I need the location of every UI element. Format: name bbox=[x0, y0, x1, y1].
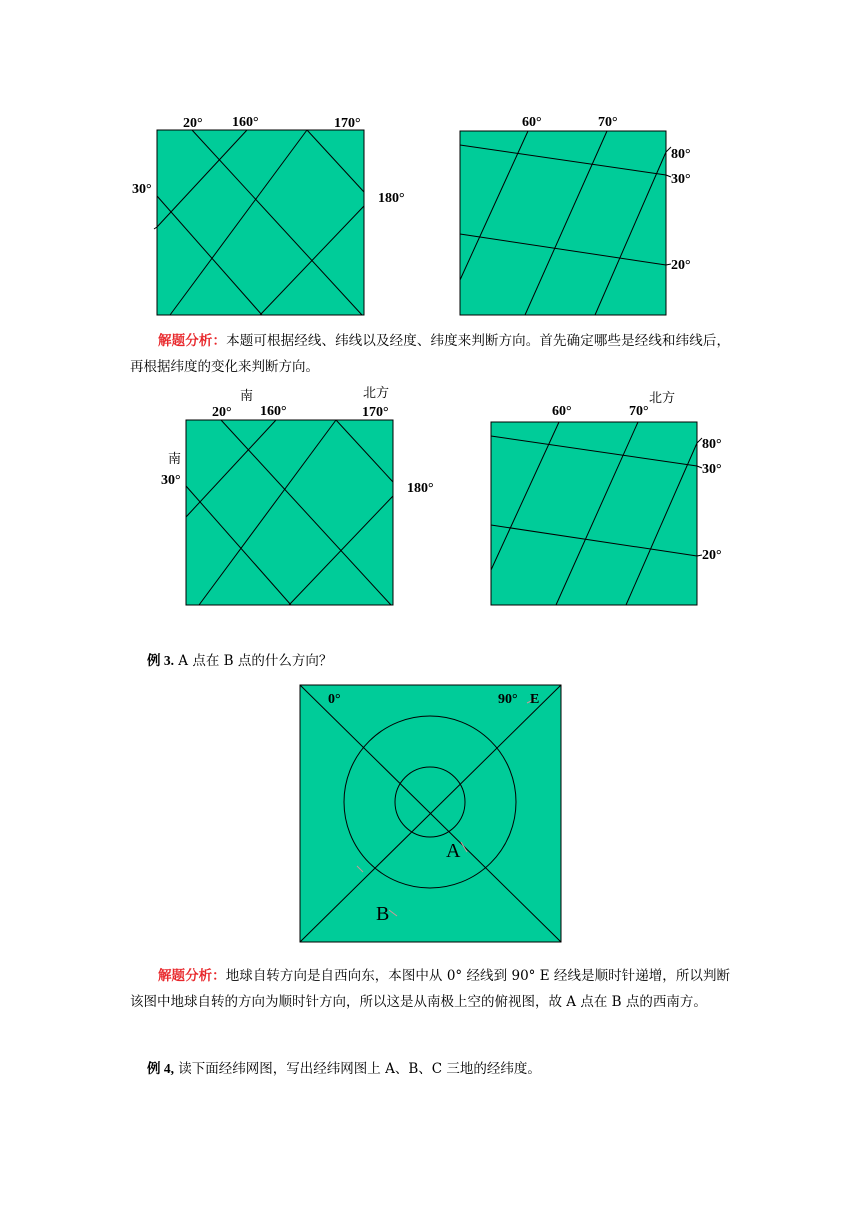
fig1-label-20: 20° bbox=[183, 116, 203, 131]
polar-label-east: E bbox=[530, 692, 540, 707]
example-3 bbox=[147, 651, 332, 671]
fig1-label-30: 30° bbox=[132, 182, 152, 197]
fig3-label-170: 170° bbox=[362, 405, 389, 420]
polar-label-90: 90° bbox=[498, 692, 518, 707]
fig4-label-north: 北方 bbox=[649, 391, 676, 406]
fig3-label-160: 160° bbox=[260, 404, 287, 419]
analysis-text-1: 本题可根据经线、纬线以及经度、纬度来判断方向。首先确定哪些是经线和纬线后，再根据纬度的变化来判断方向。 bbox=[130, 333, 731, 375]
grid-map-1 bbox=[130, 110, 430, 320]
fig2-label-60: 60° bbox=[522, 115, 542, 130]
example-4-question: 读下面经纬网图，写出经纬网图上 A、B、C 三地的经纬度。 bbox=[178, 1061, 541, 1077]
fig3-label-30: 30° bbox=[161, 473, 181, 488]
grid-map-4 bbox=[486, 385, 746, 610]
fig4-label-30: 30° bbox=[702, 462, 722, 477]
analysis-label-2: 解题分析： bbox=[158, 968, 226, 984]
fig3-label-south-top: 南 bbox=[240, 389, 254, 404]
grid-figure-4 bbox=[486, 385, 746, 610]
example-4-label: 例 4, bbox=[147, 1061, 174, 1076]
fig4-label-20: 20° bbox=[702, 548, 722, 563]
fig3-label-south-left: 南 bbox=[168, 452, 182, 467]
polar-figure bbox=[299, 684, 563, 944]
fig3-label-180: 180° bbox=[407, 481, 434, 496]
fig1-label-160: 160° bbox=[232, 115, 259, 130]
analysis-paragraph-1 bbox=[130, 328, 730, 380]
example-3-label: 例 3. bbox=[147, 653, 174, 668]
fig4-label-80: 80° bbox=[702, 437, 722, 452]
grid-figure-2 bbox=[455, 110, 715, 320]
analysis-paragraph-2 bbox=[130, 963, 730, 1015]
fig2-label-80: 80° bbox=[671, 147, 691, 162]
grid-map-2 bbox=[455, 110, 715, 320]
fig2-label-20: 20° bbox=[671, 258, 691, 273]
fig1-label-180: 180° bbox=[378, 191, 405, 206]
polar-map bbox=[299, 684, 563, 944]
example-3-question: A 点在 B 点的什么方向？ bbox=[178, 653, 333, 669]
polar-point-a: A bbox=[446, 840, 461, 862]
analysis-text-2: 地球自转方向是自西向东，本图中从 0° 经线到 90° E 经线是顺时针递增，所以判断该图中地球自转的方向为顺时针方向，所以这是从南极上空的俯视图，故 A 点在 B 点的西南方。 bbox=[130, 968, 730, 1010]
fig3-label-north: 北方 bbox=[363, 386, 390, 401]
grid-map-3 bbox=[158, 385, 448, 610]
polar-point-b: B bbox=[376, 903, 390, 925]
analysis-label-1: 解题分析： bbox=[158, 333, 227, 349]
grid-figure-1 bbox=[130, 110, 430, 320]
fig2-label-30: 30° bbox=[671, 172, 691, 187]
example-4 bbox=[147, 1059, 541, 1079]
fig4-label-70: 70° bbox=[629, 404, 649, 419]
polar-label-0: 0° bbox=[328, 692, 341, 707]
fig2-label-70: 70° bbox=[598, 115, 618, 130]
fig1-label-170: 170° bbox=[334, 116, 361, 131]
grid-figure-3 bbox=[158, 385, 448, 610]
fig4-label-60: 60° bbox=[552, 404, 572, 419]
fig3-label-20: 20° bbox=[212, 405, 232, 420]
